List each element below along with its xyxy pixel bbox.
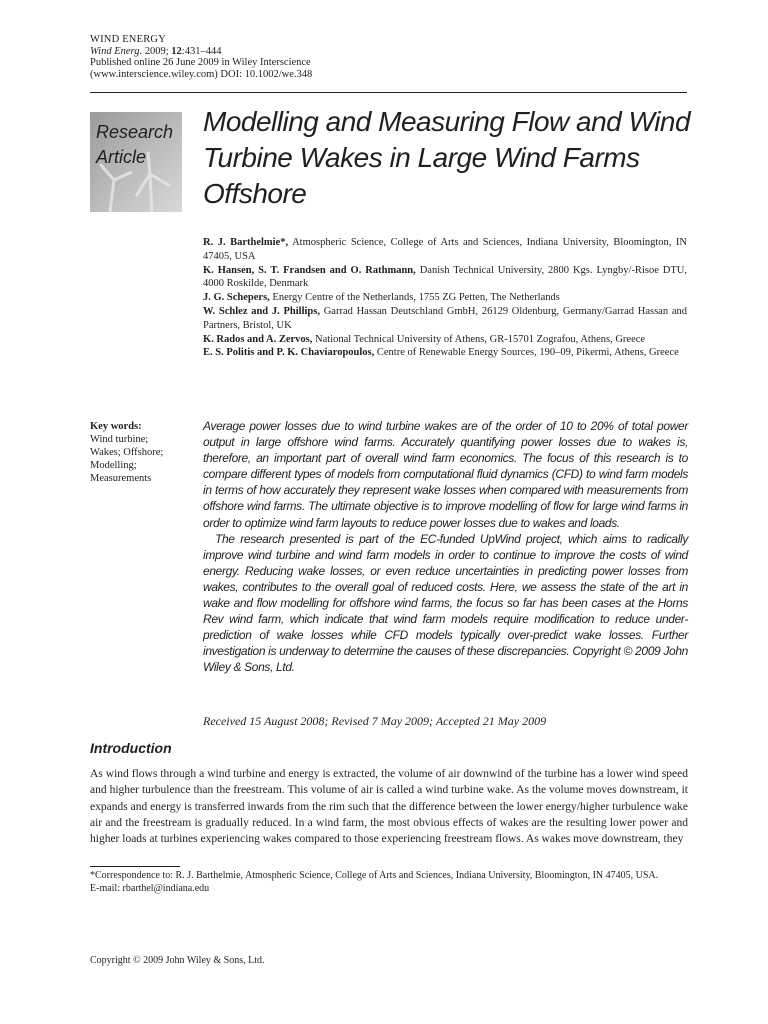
author-names: E. S. Politis and P. K. Chaviaropoulos, — [203, 347, 375, 359]
citation-line — [90, 46, 312, 58]
badge-line-2: Article — [96, 147, 147, 167]
introduction-paragraph: As wind flows through a wind turbine and energy is extracted, the volume of air downwind of the turbine has a lower wind speed and higher turbulence than the freestream. This volume of air is called a wind turbine wake. As the volume moves downstream, it expands and energy is transferred inwards from the rim such that the difference between the lower energy/higher turbulence wake air and the freestream is gradually reduced. In a wind farm, the most obvious effects of wakes are the resulting lower power and higher loads at turbines experiencing wakes compared to those experiencing freestream flows. As wakes move downstream, they — [90, 768, 688, 846]
header-rule — [90, 92, 687, 93]
author-names: W. Schlez and J. Phillips, — [203, 305, 320, 317]
keywords-title: Key words: — [90, 421, 142, 432]
author-entry — [203, 264, 687, 292]
author-names: J. G. Schepers, — [203, 292, 270, 304]
journal-name: WIND ENERGY — [90, 34, 166, 45]
article-title: Modelling and Measuring Flow and Wind Turbine Wakes in Large Wind Farms Offshore — [203, 106, 691, 209]
keyword-item: Measurements — [90, 473, 152, 484]
author-names: K. Hansen, S. T. Frandsen and O. Rathmann, — [203, 264, 416, 276]
author-affiliation: Centre of Renewable Energy Sources, 190–09, Pikermi, Athens, Greece — [374, 347, 679, 359]
published-line: Published online 26 June 2009 in Wiley Interscience — [90, 57, 311, 68]
keywords-box — [90, 420, 190, 485]
author-entry — [203, 236, 687, 264]
author-affiliation: Garrad Hassan Deutschland GmbH, 26129 Oldenburg, Germany/Garrad Hassan and Partners, Bristol, UK — [203, 305, 687, 331]
correspondence-footnote — [90, 869, 688, 895]
abstract-paragraph-2: The research presented is part of the EC-funded UpWind project, which aims to radically improve wind turbine and wind farm models in order to continue to improve the costs of wind energy. Reducing wake losses, or even reduce uncertainties in predicting power losses from wakes, contributes to the overall goal of reduced costs. Here, we assess the state of the art in wake and flow modelling for offshore wind farms, the focus so far has been cases at the Horns Rev wind farm, which indicate that wind farm models require modification to reduce under-prediction of wake losses while CFD models typically over-predict wake losses. Further investigation is underway to determine the causes of these discrepancies. Copyright © 2009 John Wiley & Sons, Ltd. — [203, 531, 688, 675]
author-names: K. Rados and A. Zervos, — [203, 333, 313, 345]
author-affiliation: Atmospheric Science, College of Arts and Sciences, Indiana University, Bloomington, IN 47405, USA — [203, 237, 687, 262]
author-affiliation: Energy Centre of the Netherlands, 1755 ZG Petten, The Netherlands — [269, 292, 560, 304]
citation-journal: Wind Energ. — [90, 45, 143, 57]
author-affiliation: Danish Technical University, 2800 Kgs. Lyngby/-Risoe DTU, 4000 Roskilde, Denmark — [203, 264, 687, 290]
footnote-rule — [90, 866, 180, 867]
received-dates: Received 15 August 2008; Revised 7 May 2009; Accepted 21 May 2009 — [203, 714, 547, 728]
author-entry — [203, 346, 687, 360]
correspondence-email: E-mail: rbarthel@indiana.edu — [90, 883, 210, 894]
badge-label — [96, 120, 173, 170]
badge-line-1: Research — [96, 122, 174, 142]
author-entry — [203, 291, 687, 305]
author-names: R. J. Barthelmie*, — [203, 237, 289, 248]
abstract — [203, 418, 688, 676]
doi-line: (www.interscience.wiley.com) DOI: 10.1002/we.348 — [90, 68, 313, 80]
journal-header — [90, 34, 312, 80]
keyword-item: Wakes; Offshore; — [90, 447, 164, 458]
citation-pages: :431–444 — [181, 45, 222, 57]
section-heading-introduction: Introduction — [90, 740, 172, 756]
article-type-badge — [90, 112, 182, 212]
author-entry — [203, 305, 687, 333]
citation-volume: 12 — [171, 45, 182, 57]
author-affiliation: National Technical University of Athens, GR-15701 Zografou, Athens, Greece — [312, 333, 646, 345]
keyword-item: Wind turbine; — [90, 434, 149, 445]
abstract-paragraph-1: Average power losses due to wind turbine wakes are of the order of 10 to 20% of total power output in large offshore wind farms. Accurately quantifying power losses due to wakes is, therefore, an important part of overall wind farm economics. The focus of this research is to compare different types of models from computational fluid dynamics (CFD) to wind farm models in terms of how accurately they represent wake losses when compared with measurements from offshore wind farms. The ultimate objective is to improve modelling of flow for large wind farms in order to optimize wind farm layouts to reduce power losses due to wakes and loads. — [203, 419, 688, 530]
author-entry — [203, 333, 687, 347]
correspondence-address: *Correspondence to: R. J. Barthelmie, Atmospheric Science, College of Arts and Sciences, Indiana University, Bloomington, IN 47405, USA. — [90, 870, 659, 881]
page-copyright: Copyright © 2009 John Wiley & Sons, Ltd. — [90, 955, 265, 966]
keyword-item: Modelling; — [90, 460, 137, 471]
citation-year: 2009; — [142, 45, 172, 57]
author-list — [203, 236, 687, 360]
